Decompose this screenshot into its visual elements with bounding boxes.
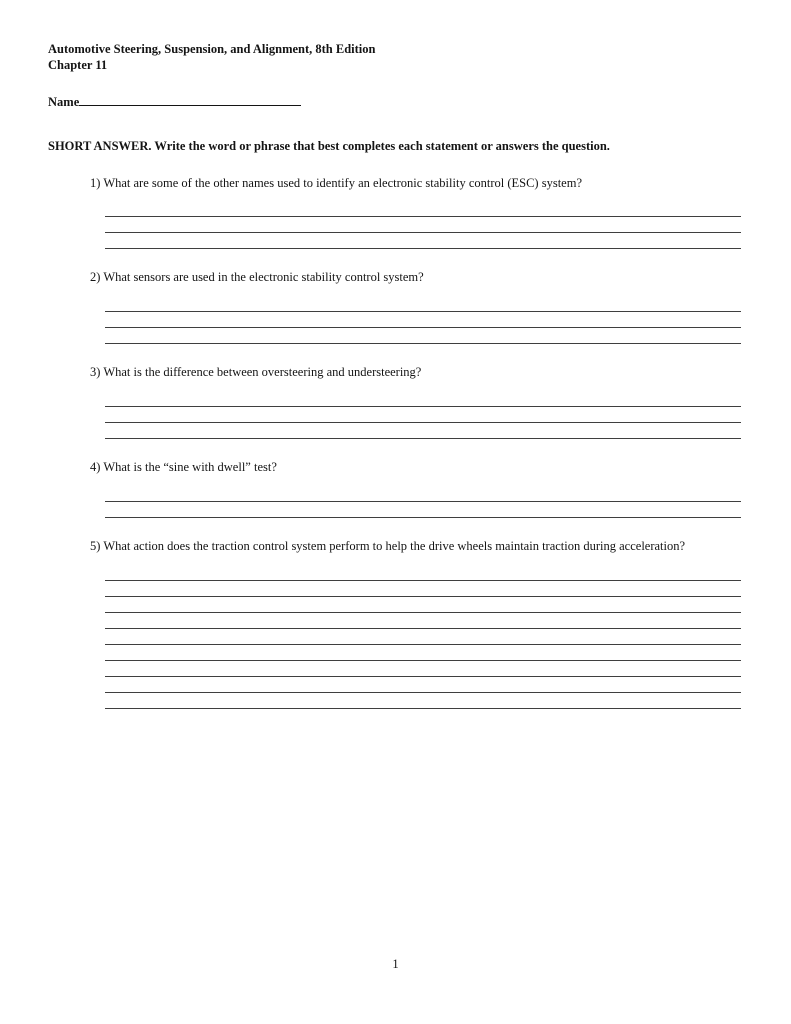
answer-line [105, 407, 741, 423]
answer-line [105, 233, 741, 249]
question-prompt: What is the difference between oversteering and understeering? [103, 365, 422, 380]
question-text [48, 269, 711, 286]
question-prompt: What action does the traction control system perform to help the drive wheels maintain traction during acceleration? [103, 539, 686, 553]
question-block [48, 538, 743, 709]
answer-line [105, 661, 741, 677]
question-block [48, 269, 743, 344]
answer-lines [105, 565, 741, 709]
answer-line [105, 296, 741, 312]
book-title: Automotive Steering, Suspension, and Alignment, 8th Edition [48, 42, 376, 56]
question-number: 5) [90, 539, 104, 553]
question-block [48, 364, 743, 439]
answer-lines [105, 201, 741, 249]
page-number: 1 [392, 957, 399, 971]
answer-line [105, 423, 741, 439]
answer-line [105, 502, 741, 518]
question-text [48, 175, 711, 192]
question-block [48, 175, 743, 250]
instructions-text: SHORT ANSWER. Write the word or phrase that best completes each statement or answers the question. [48, 139, 610, 154]
question-prompt: What sensors are used in the electronic stability control system? [103, 270, 424, 285]
answer-line [105, 693, 741, 709]
answer-line [105, 312, 741, 328]
question-text [48, 538, 711, 555]
answer-line [105, 201, 741, 217]
document-header [48, 42, 743, 73]
answer-line [105, 613, 741, 629]
answer-line [105, 645, 741, 661]
answer-line [105, 597, 741, 613]
answer-lines [105, 486, 741, 518]
question-number: 1) [90, 175, 104, 190]
answer-line [105, 328, 741, 344]
name-row [48, 93, 743, 110]
answer-line [105, 677, 741, 693]
question-number: 4) [90, 460, 104, 475]
question-number: 3) [90, 365, 104, 380]
question-prompt: What are some of the other names used to identify an electronic stability control (ESC) system? [103, 175, 582, 190]
chapter-label: Chapter 11 [48, 57, 108, 72]
answer-lines [105, 391, 741, 439]
question-text [48, 459, 711, 476]
questions-list [48, 175, 743, 709]
question-text [48, 364, 711, 381]
answer-line [105, 486, 741, 502]
name-label: Name [48, 95, 80, 110]
answer-line [105, 217, 741, 233]
question-number: 2) [90, 270, 104, 285]
answer-line [105, 629, 741, 645]
answer-lines [105, 296, 741, 344]
question-block [48, 459, 743, 518]
answer-line [105, 565, 741, 581]
question-prompt: What is the “sine with dwell” test? [103, 460, 277, 475]
answer-line [105, 391, 741, 407]
name-blank-line [79, 93, 301, 106]
answer-line [105, 581, 741, 597]
